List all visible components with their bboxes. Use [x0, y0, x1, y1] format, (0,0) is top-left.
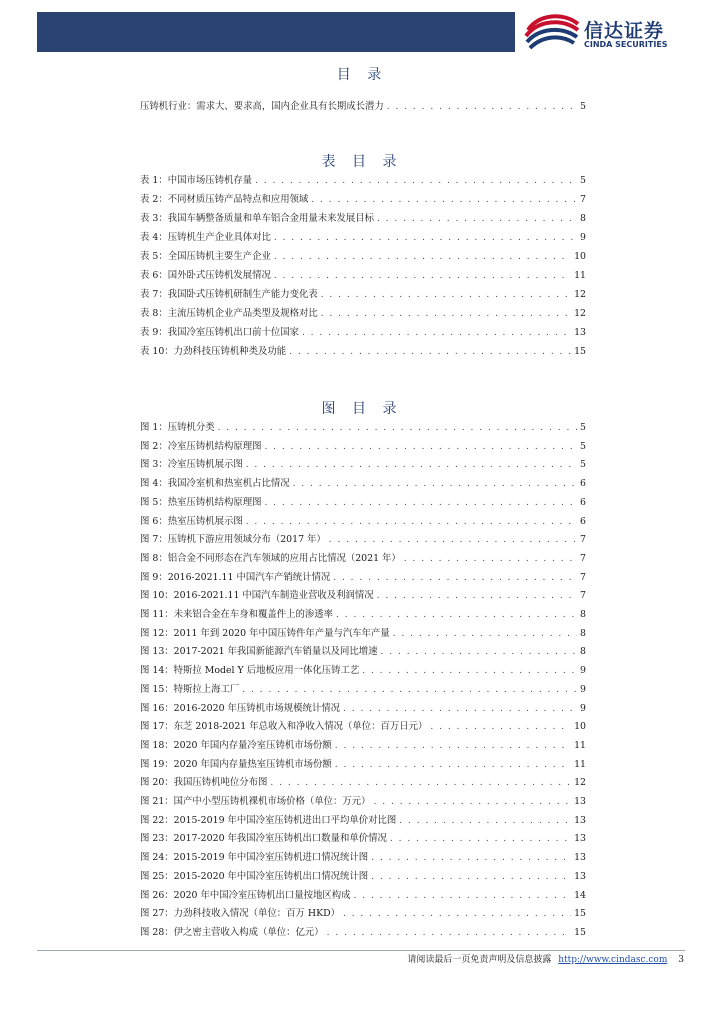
entry-page: 11: [574, 270, 586, 281]
entry-label: 图 14：特斯拉 Model Y 后地板应用一体化压铸工艺: [140, 665, 360, 677]
entry-label: 图 12：2011 年到 2020 年中国压铸件年产量与汽车年产量: [140, 627, 390, 639]
table-entry[interactable]: [140, 264, 586, 282]
entry-page: 7: [580, 571, 586, 583]
figure-entry[interactable]: [140, 678, 586, 696]
entry-label: 图 18：2020 年国内存量冷室压铸机市场份额: [140, 739, 332, 751]
dot-leader: [274, 251, 571, 263]
dot-leader: [374, 796, 572, 808]
dot-leader: [377, 590, 577, 602]
entry-label: 图 13：2017-2021 年我国新能源汽车销量以及同比增速: [140, 646, 378, 658]
figure-entry[interactable]: [140, 715, 586, 733]
dot-leader: [399, 815, 571, 827]
entry-page: 8: [580, 646, 586, 658]
table-entry[interactable]: [140, 169, 586, 187]
toc-entry[interactable]: [140, 95, 586, 113]
entry-label: 图 10：2016-2021.11 中国汽车制造业营收及利润情况: [140, 590, 374, 602]
entry-page: 15: [574, 926, 586, 938]
figure-entry[interactable]: [140, 827, 586, 845]
figures-toc-title: 图 目 录: [321, 401, 403, 417]
dot-leader: [333, 572, 577, 584]
entry-label: 图 5：热室压铸机结构原理图: [140, 496, 262, 508]
entry-page: 8: [580, 213, 586, 224]
dot-leader: [343, 908, 571, 920]
figure-entry[interactable]: [140, 771, 586, 789]
figure-entry[interactable]: [140, 566, 586, 584]
table-entry[interactable]: [140, 188, 586, 206]
entry-page: 9: [580, 665, 586, 677]
entry-label: 图 25：2015-2020 年中国冷室压铸机出口情况统计图: [140, 870, 369, 882]
dot-leader: [270, 777, 571, 789]
dot-leader: [274, 232, 577, 244]
figure-entry[interactable]: [140, 491, 586, 509]
entry-page: 7: [580, 194, 586, 205]
entry-page: 6: [580, 478, 586, 490]
entry-label: 表 8：主流压铸机企业产品类型及规格对比: [140, 308, 318, 319]
dot-leader: [404, 553, 577, 565]
dot-leader: [393, 628, 577, 640]
website-link[interactable]: http://www.cindasc.com: [558, 955, 668, 965]
entry-page: 15: [574, 346, 586, 357]
entry-page: 7: [580, 534, 586, 546]
figure-entry[interactable]: [140, 790, 586, 808]
entry-label: 图 2：冷室压铸机结构原理图: [140, 440, 262, 452]
dot-leader: [255, 175, 577, 187]
entry-page: 8: [580, 627, 586, 639]
entry-label: 图 4：我国冷室机和热室机占比情况: [140, 478, 290, 490]
dot-leader: [321, 289, 571, 301]
entry-page: 12: [574, 777, 586, 789]
entry-page: 5: [580, 422, 586, 433]
figure-entry[interactable]: [140, 435, 586, 453]
figure-entry[interactable]: [140, 453, 586, 471]
entry-page: 9: [580, 702, 586, 714]
entry-page: 12: [574, 289, 586, 300]
dot-leader: [390, 833, 571, 845]
entry-label: 图 17：东芝 2018-2021 年总收入和净收入情况（单位：百万日元）: [140, 721, 428, 733]
dot-leader: [371, 871, 571, 883]
entry-page: 6: [580, 496, 586, 508]
entry-label: 图 7：压铸机下游应用领域分布（2017 年）: [140, 534, 326, 546]
entry-page: 9: [580, 683, 586, 695]
entry-page: 14: [574, 889, 586, 901]
entry-page: 13: [574, 833, 586, 845]
figure-entry[interactable]: [140, 809, 586, 827]
entry-page: 11: [574, 739, 586, 751]
table-entry[interactable]: [140, 207, 586, 225]
entry-label: 图 15：特斯拉上海工厂: [140, 683, 240, 695]
dot-leader: [218, 422, 577, 434]
dot-leader: [377, 213, 577, 225]
table-entry[interactable]: [140, 226, 586, 244]
dot-leader: [321, 308, 571, 320]
dot-leader: [335, 759, 571, 771]
table-entry[interactable]: [140, 302, 586, 320]
figure-entry[interactable]: [140, 846, 586, 864]
entry-label: 压铸机行业：需求大、要求高，国内企业具有长期成长潜力: [140, 101, 384, 112]
entry-page: 5: [580, 101, 586, 112]
dot-leader: [387, 101, 577, 113]
dot-leader: [264, 441, 577, 453]
dot-leader: [381, 646, 578, 658]
dot-leader: [371, 852, 571, 864]
dot-leader: [242, 684, 577, 696]
table-entry[interactable]: [140, 340, 586, 358]
cinda-logo-icon: [524, 12, 580, 52]
entry-label: 图 3：冷室压铸机展示图: [140, 459, 243, 471]
entry-label: 图 28：伊之密主营收入构成（单位：亿元）: [140, 926, 324, 938]
dot-leader: [246, 516, 577, 528]
brand-name-en: CINDA SECURITIES: [584, 40, 668, 49]
figure-entry[interactable]: [140, 884, 586, 902]
entry-page: 13: [574, 870, 586, 882]
figure-entry[interactable]: [140, 584, 586, 602]
entry-page: 5: [580, 175, 586, 186]
entry-label: 表 7：我国卧式压铸机研制生产能力变化表: [140, 289, 318, 300]
brand-logo: [524, 12, 704, 52]
dot-leader: [336, 609, 577, 621]
entry-label: 表 9：我国冷室压铸机出口前十位国家: [140, 327, 299, 338]
figure-entry[interactable]: [140, 528, 586, 546]
dot-leader: [264, 497, 577, 509]
entry-page: 12: [574, 308, 586, 319]
entry-page: 13: [574, 852, 586, 864]
entry-label: 图 23：2017-2020 年我国冷室压铸机出口数量和单价情况: [140, 833, 387, 845]
entry-label: 图 24：2015-2019 年中国冷室压铸机进口情况统计图: [140, 852, 369, 864]
entry-label: 图 16：2016-2020 年压铸机市场规模统计情况: [140, 702, 341, 714]
entry-page: 15: [574, 908, 586, 920]
dot-leader: [430, 721, 571, 733]
entry-label: 图 26：2020 年中国冷室压铸机出口量按地区构成: [140, 889, 351, 901]
entry-label: 表 4：压铸机生产企业具体对比: [140, 232, 271, 243]
entry-page: 5: [580, 440, 586, 452]
dot-leader: [343, 703, 577, 715]
toc-title: 目 录: [336, 67, 388, 83]
figure-entry[interactable]: [140, 547, 586, 565]
entry-label: 图 9：2016-2021.11 中国汽车产销统计情况: [140, 571, 331, 583]
figure-entry[interactable]: [140, 659, 586, 677]
disclaimer-notice: 请阅读最后一页免责声明及信息披露: [407, 955, 552, 965]
header-banner: [37, 12, 515, 52]
figure-entry[interactable]: [140, 902, 586, 920]
tables-toc-title: 表 目 录: [321, 154, 403, 170]
entry-page: 7: [580, 552, 586, 564]
figure-entry[interactable]: [140, 697, 586, 715]
entry-label: 图 20：我国压铸机吨位分布图: [140, 777, 268, 789]
figure-entry[interactable]: [140, 753, 586, 771]
dot-leader: [246, 459, 577, 471]
footer-divider: [37, 950, 685, 951]
brand-name-cn: 信达证券: [584, 20, 665, 42]
entry-page: 5: [580, 459, 586, 471]
dot-leader: [354, 890, 572, 902]
entry-label: 图 21：国产中小型压铸机裸机市场价格（单位：万元）: [140, 796, 371, 807]
figure-entry[interactable]: [140, 510, 586, 528]
dot-leader: [329, 534, 577, 546]
entry-label: 表 6：国外卧式压铸机发展情况: [140, 270, 271, 281]
table-entry[interactable]: [140, 283, 586, 301]
entry-page: 13: [574, 814, 586, 826]
dot-leader: [293, 478, 577, 490]
entry-page: 13: [574, 327, 586, 338]
table-entry[interactable]: [140, 321, 586, 339]
dot-leader: [327, 927, 571, 939]
entry-label: 图 8：铝合金不同形态在汽车领域的应用占比情况（2021 年）: [140, 552, 401, 564]
dot-leader: [289, 346, 571, 358]
dot-leader: [335, 740, 571, 752]
entry-label: 图 11：未来铝合金在车身和覆盖件上的渗透率: [140, 609, 334, 620]
dot-leader: [302, 327, 571, 339]
dot-leader: [362, 665, 577, 677]
figure-entry[interactable]: [140, 865, 586, 883]
entry-label: 表 1：中国市场压铸机存量: [140, 175, 253, 186]
figure-entry[interactable]: [140, 472, 586, 490]
entry-page: 7: [580, 590, 586, 602]
entry-label: 图 22：2015-2019 年中国冷室压铸机进出口平均单价对比图: [140, 814, 397, 826]
entry-page: 10: [574, 251, 586, 262]
entry-label: 图 6：热室压铸机展示图: [140, 515, 243, 527]
dot-leader: [311, 194, 577, 206]
entry-page: 8: [580, 609, 586, 620]
footer: [407, 952, 684, 965]
dot-leader: [274, 270, 571, 282]
figure-entry[interactable]: [140, 622, 586, 640]
entry-page: 11: [574, 758, 586, 770]
figure-entry[interactable]: [140, 416, 586, 434]
entry-page: 9: [580, 232, 586, 243]
page-number: 3: [678, 955, 684, 965]
table-entry[interactable]: [140, 245, 586, 263]
entry-label: 图 27：力劲科技收入情况（单位：百万 HKD）: [140, 908, 340, 920]
entry-page: 6: [580, 515, 586, 527]
figure-entry[interactable]: [140, 921, 586, 939]
entry-label: 表 5：全国压铸机主要生产企业: [140, 251, 271, 262]
entry-page: 10: [574, 721, 586, 733]
entry-label: 图 1：压铸机分类: [140, 422, 215, 433]
entry-page: 13: [574, 796, 586, 807]
figure-entry[interactable]: [140, 734, 586, 752]
figure-entry[interactable]: [140, 603, 586, 621]
entry-label: 表 3：我国车辆整备质量和单车铝合金用量未来发展目标: [140, 213, 374, 224]
figure-entry[interactable]: [140, 640, 586, 658]
entry-label: 图 19：2020 年国内存量热室压铸机市场份额: [140, 758, 332, 770]
entry-label: 表 2：不同材质压铸产品特点和应用领域: [140, 194, 309, 205]
entry-label: 表 10：力劲科技压铸机种类及功能: [140, 346, 287, 357]
